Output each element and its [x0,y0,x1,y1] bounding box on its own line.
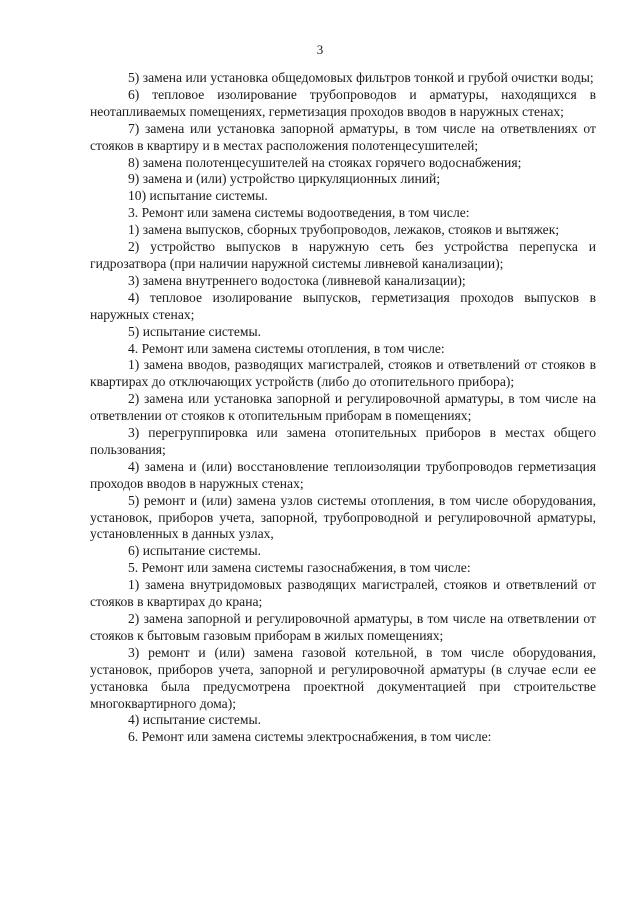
paragraph: 2) замена запорной и регулировочной арматуры, в том числе на ответвлении от стояков к бытовым газовым приборам в жилых помещениях; [90,611,596,643]
paragraph: 5) замена или установка общедомовых фильтров тонкой и грубой очистки воды; [128,70,594,85]
section-heading: 4. Ремонт или замена системы отопления, в том числе: [128,340,445,356]
paragraph: 6) тепловое изолирование трубопроводов и арматуры, находящихся в неотапливаемых помещениях, герметизация проходов вводов в наружных стенах; [90,86,596,119]
paragraph: 2) замена или установка запорной и регулировочной арматуры, в том числе на ответвлении от стояков к отопительным приборам в помещениях; [90,391,596,424]
paragraph: 1) замена внутридомовых разводящих магистралей, стояков и ответвлений от стояков в квартирах до крана; [90,577,596,610]
section-heading: 3. Ремонт или замена системы водоотведения, в том числе: [128,205,470,221]
paragraph: 6) испытание системы. [128,543,262,559]
paragraph: 4) испытание системы. [128,712,262,728]
paragraph: 3) замена внутреннего водостока (ливневой канализации); [128,272,466,288]
paragraph: 3) перегруппировка или замена отопительных приборов в местах общего пользования; [90,425,596,457]
document-body [90,70,596,746]
section-heading: 5. Ремонт или замена системы газоснабжения, в том числе: [128,560,471,576]
paragraph: 7) замена или установка запорной арматуры, в том числе на ответвлениях от стояков в квартиру и в местах расположения полотенцесушителей; [90,120,596,153]
paragraph: 9) замена и (или) устройство циркуляционных линий; [128,171,441,187]
paragraph: 1) замена вводов, разводящих магистралей, стояков и ответвлений от стояков в квартирах до отключающих устройств (либо до отопительного прибора); [90,357,596,390]
paragraph: 8) замена полотенцесушителей на стояках горячего водоснабжения; [128,154,522,170]
paragraph: 2) устройство выпусков в наружную сеть без устройства перепуска и гидрозатвора (при наличии наружной системы ливневой канализации); [90,239,596,271]
paragraph: 5) испытание системы. [128,323,262,339]
paragraph: 10) испытание системы. [128,188,268,204]
section-heading: 6. Ремонт или замена системы электроснабжения, в том числе: [128,729,492,745]
paragraph: 3) ремонт и (или) замена газовой котельной, в том числе оборудования, установок, приборов учета, запорной и регулировочной арматуры (в случае если ее установка была предусмотрена проектной документацией при строительстве многоквартирного дома); [90,644,596,711]
paragraph: 4) тепловое изолирование выпусков, герметизация проходов выпусков в наружных стенах; [90,289,596,322]
page-number: 3 [316,42,324,57]
paragraph: 4) замена и (или) восстановление теплоизоляции трубопроводов герметизация проходов вводов в наружных стенах; [90,458,596,491]
paragraph: 1) замена выпусков, сборных трубопроводов, лежаков, стояков и вытяжек; [128,222,560,238]
paragraph: 5) ремонт и (или) замена узлов системы отопления, в том числе оборудования, установок, приборов учета, запорной, трубопроводной и регулировочной арматуры, установленных в данных узлах, [90,492,596,542]
